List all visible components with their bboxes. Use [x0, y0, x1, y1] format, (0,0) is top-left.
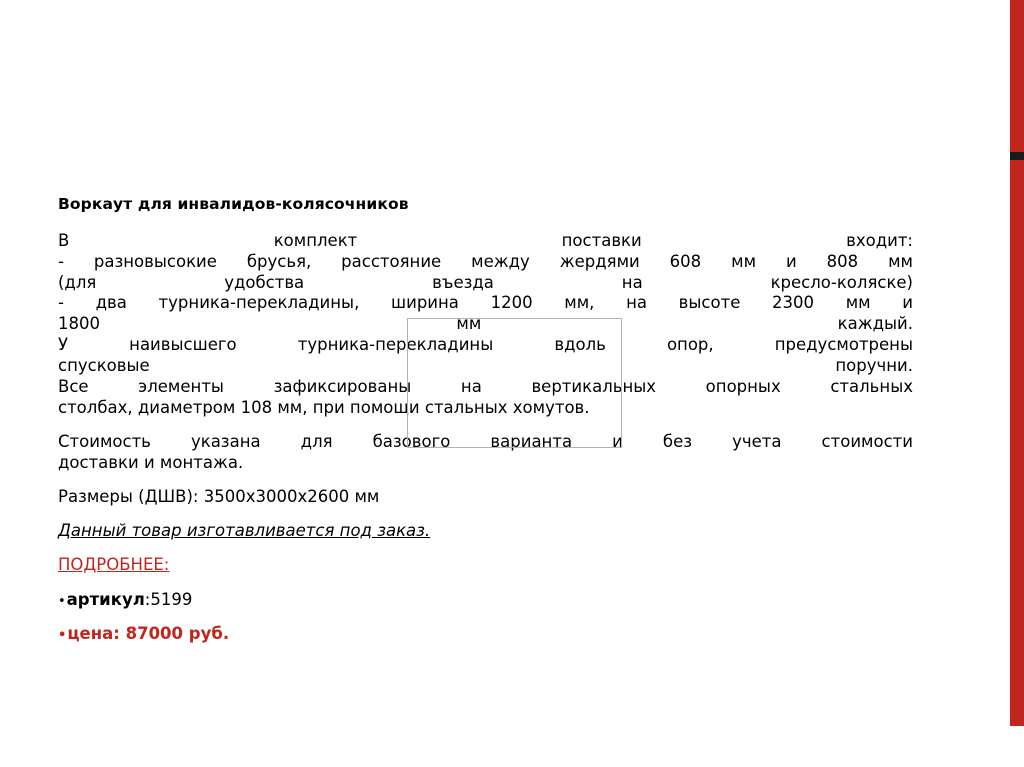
article-separator: : — [144, 589, 151, 609]
more-link-row — [58, 555, 913, 576]
made-to-order-note: Данный товар изготавливается под заказ. — [58, 521, 431, 541]
description-line-8: Все элементы зафиксированы на вертикальных опорных стальных — [58, 377, 913, 397]
price-row — [58, 623, 913, 644]
spacer-5 — [58, 576, 913, 589]
spacer-1 — [58, 419, 913, 432]
price-note-line-2: доставки и монтажа. — [58, 453, 244, 473]
accent-bar-bottom — [1010, 160, 1024, 726]
dimensions-text: Размеры (ДШВ): 3500х3000х2600 мм — [58, 487, 380, 507]
accent-bar-top — [1010, 0, 1024, 152]
description-line-3: (для удобства въезда на кресло-коляске) — [58, 272, 913, 292]
description-block — [58, 231, 913, 420]
article-row — [58, 589, 913, 610]
description-line-9: столбах, диаметром 108 мм, при помощи стальных хомутов. — [58, 398, 590, 418]
spacer-4 — [58, 542, 913, 555]
spacer-6 — [58, 610, 913, 623]
description-line-4: - два турника-перекладины, ширина 1200 мм, на высоте 2300 мм и — [58, 293, 913, 313]
description-line-6: У наивысшего турника-перекладины вдоль опор, предусмотрены — [58, 335, 913, 355]
description-line-5: 1800 мм каждый. — [58, 314, 913, 334]
article-label: артикул — [66, 589, 145, 609]
description-line-7: спусковые поручни. — [58, 356, 913, 376]
slide-content — [58, 195, 913, 645]
accent-bar-divider — [1010, 152, 1024, 160]
bullet-icon: • — [58, 593, 66, 609]
price-note-block — [58, 432, 913, 474]
details-link[interactable]: ПОДРОБНЕЕ: — [58, 554, 170, 574]
description-line-2: - разновысокие брусья, расстояние между жердями 608 мм и 808 мм — [58, 251, 913, 271]
price-text: цена: 87000 руб. — [67, 624, 230, 644]
price-note-line-1: Стоимость указана для базового варианта и без учета стоимости — [58, 432, 913, 452]
bullet-icon-price: • — [58, 628, 67, 644]
article-value: 5199 — [150, 589, 193, 609]
spacer-2 — [58, 474, 913, 487]
page-title: Воркаут для инвалидов-колясочников — [58, 195, 409, 213]
description-line-1: В комплект поставки входит: — [58, 230, 913, 250]
spacer-3 — [58, 508, 913, 521]
